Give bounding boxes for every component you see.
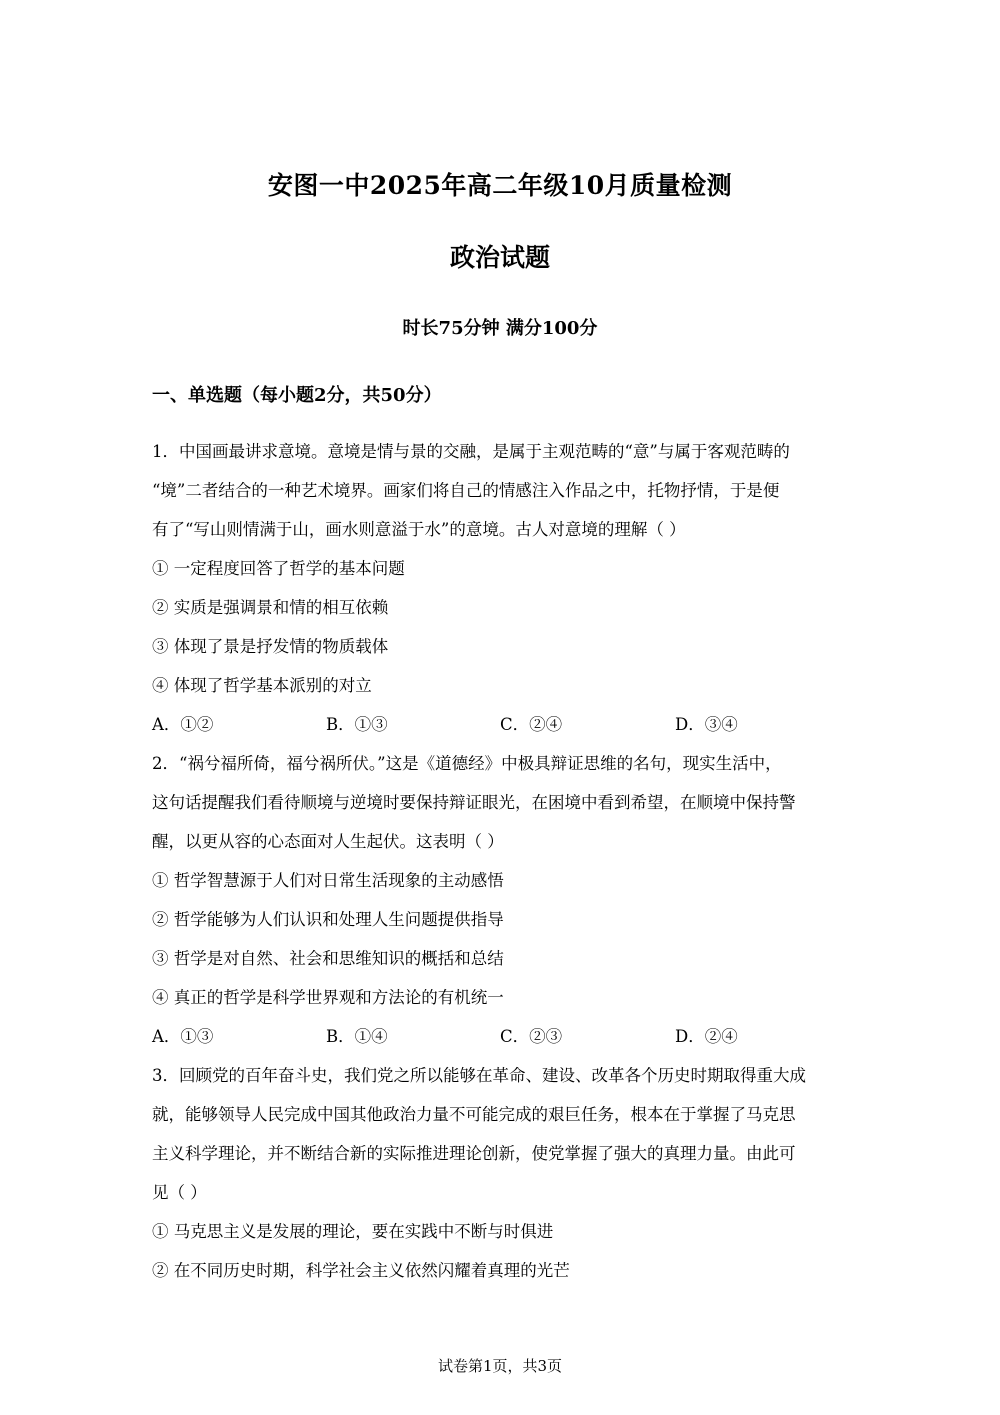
exam-subject: 政治试题 bbox=[449, 243, 550, 272]
q1-option-a: A．①② bbox=[152, 715, 214, 734]
q3-stem-line: 主义科学理论，并不断结合新的实际推进理论创新，使党掌握了强大的真理力量。由此可 bbox=[152, 1144, 796, 1163]
q3-stem-line: 3．回顾党的百年奋斗史，我们党之所以能够在革命、建设、改革各个历史时期取得重大成 bbox=[152, 1066, 806, 1085]
exam-title: 安图一中2025年高二年级10月质量检测 bbox=[267, 171, 733, 200]
q2-option-d: D．②④ bbox=[675, 1027, 738, 1046]
q2-option-b: B．①④ bbox=[326, 1027, 388, 1046]
q3-item: ① 马克思主义是发展的理论，要在实践中不断与时俱进 bbox=[152, 1222, 554, 1241]
q2-stem-line: 这句话提醒我们看待顺境与逆境时要保持辩证眼光，在困境中看到希望，在顺境中保持警 bbox=[152, 793, 796, 812]
q1-option-b: B．①③ bbox=[326, 715, 388, 734]
q2-item: ④ 真正的哲学是科学世界观和方法论的有机统一 bbox=[152, 988, 504, 1007]
q1-item: ④ 体现了哲学基本派别的对立 bbox=[152, 676, 372, 695]
q1-item: ② 实质是强调景和情的相互依赖 bbox=[152, 598, 389, 617]
q2-stem-line: 2．“祸兮福所倚，福兮祸所伏。”这是《道德经》中极具辩证思维的名句，现实生活中， bbox=[152, 754, 782, 773]
q1-item: ① 一定程度回答了哲学的基本问题 bbox=[152, 559, 405, 578]
q2-item: ② 哲学能够为人们认识和处理人生问题提供指导 bbox=[152, 910, 504, 929]
q3-stem-line: 见（ ） bbox=[152, 1183, 207, 1202]
q1-option-c: C．②④ bbox=[500, 715, 563, 734]
page-footer: 试卷第1页，共3页 bbox=[437, 1357, 563, 1375]
q3-item: ② 在不同历史时期，科学社会主义依然闪耀着真理的光芒 bbox=[152, 1261, 570, 1280]
q1-stem-line: 1．中国画最讲求意境。意境是情与景的交融，是属于主观范畴的“意”与属于客观范畴的 bbox=[152, 442, 790, 461]
q1-item: ③ 体现了景是抒发情的物质载体 bbox=[152, 637, 389, 656]
q2-item: ③ 哲学是对自然、社会和思维知识的概括和总结 bbox=[152, 949, 504, 968]
q2-option-a: A．①③ bbox=[152, 1027, 214, 1046]
q2-options bbox=[152, 1023, 852, 1047]
q1-stem-line: “境”二者结合的一种艺术境界。画家们将自己的情感注入作品之中，托物抒情，于是便 bbox=[152, 481, 780, 500]
q2-option-c: C．②③ bbox=[500, 1027, 563, 1046]
q2-item: ① 哲学智慧源于人们对日常生活现象的主动感悟 bbox=[152, 871, 504, 890]
q3-stem-line: 就，能够领导人民完成中国其他政治力量不可能完成的艰巨任务，根本在于掌握了马克思 bbox=[152, 1105, 796, 1124]
q1-option-d: D．③④ bbox=[675, 715, 738, 734]
exam-duration-score: 时长75分钟 满分100分 bbox=[402, 318, 598, 339]
q2-stem-line: 醒，以更从容的心态面对人生起伏。这表明（ ） bbox=[152, 832, 504, 851]
section-heading: 一、单选题（每小题2分，共50分） bbox=[152, 385, 442, 406]
q1-options bbox=[152, 711, 852, 735]
q1-stem-line: 有了“写山则情满于山，画水则意溢于水”的意境。古人对意境的理解（ ） bbox=[152, 520, 686, 539]
